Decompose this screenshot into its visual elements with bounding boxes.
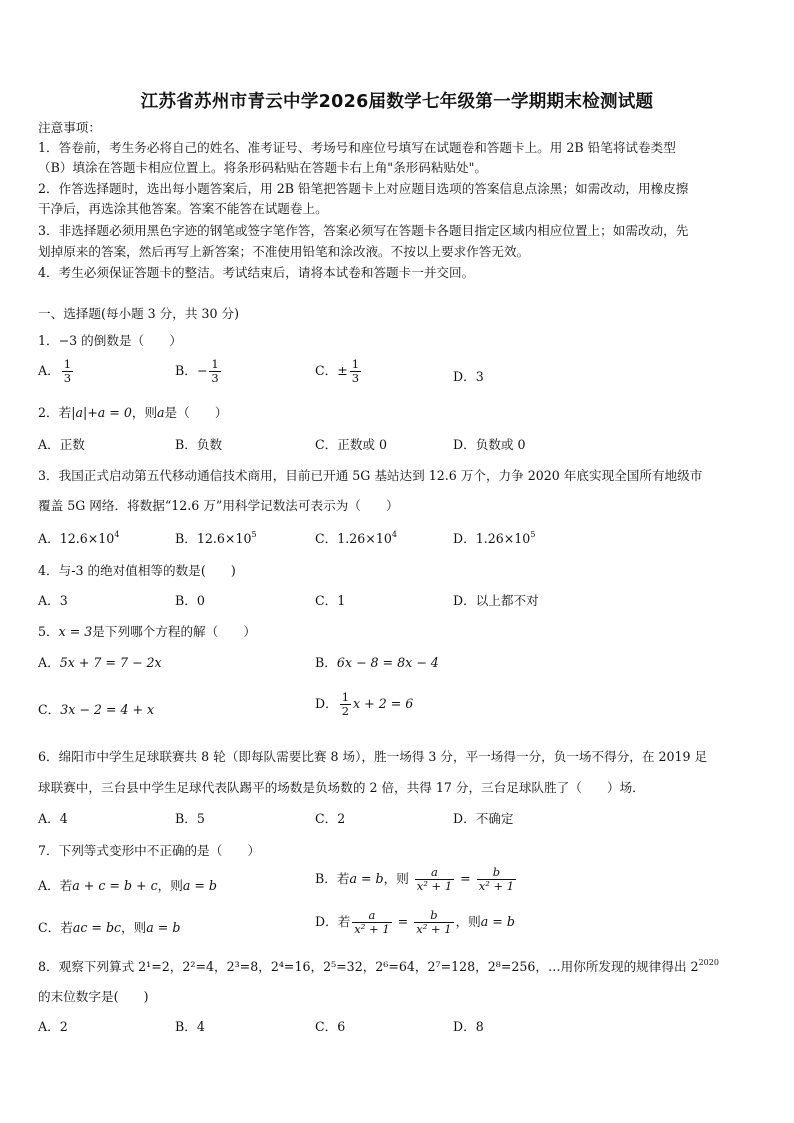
q8-option-b: B．4 — [175, 1019, 205, 1034]
notice-heading: 注意事项： — [38, 120, 101, 135]
question-8-line-1: 8．观察下列算式 2¹=2，2²=4，2³=8，2⁴=16，2⁵=32，2⁶=64，2⁷=128，2⁸=256，…用你所发现的规律得出 $2^{2020}$ — [38, 958, 719, 974]
q1-option-c: C．± $\frac{1}{3}$ — [315, 357, 360, 385]
q4-option-b: B．0 — [175, 593, 205, 608]
notice-line-2: （B）填涂在答题卡相应位置上。将条形码粘贴在答题卡右上角"条形码粘贴处"。 — [38, 160, 488, 175]
q2-option-a: A．正数 — [38, 437, 85, 452]
q4-option-c: C．1 — [315, 593, 346, 608]
q5-option-c: C．3x − 2 = 4 + x — [38, 702, 155, 717]
q5-option-a: A．5x + 7 = 7 − 2x — [38, 655, 162, 670]
q2-option-c: C．正数或 0 — [315, 437, 388, 452]
q8-option-a: A．2 — [38, 1019, 68, 1034]
q8-option-d: D．8 — [453, 1019, 484, 1034]
q2-option-b: B．负数 — [175, 437, 223, 452]
section-heading: 一、选择题(每小题 3 分，共 30 分) — [38, 306, 240, 321]
question-2-stem: 2．若|a|+a = 0，则a是（ ） — [38, 405, 228, 420]
q2-option-d: D．负数或 0 — [453, 437, 526, 452]
q5-option-d: D． $\frac{1}{2}$ x + 2 = 6 — [315, 690, 414, 718]
q5-option-b: B．6x − 8 = 8x − 4 — [315, 655, 439, 670]
q3-option-b: B．$12.6\times 10^5$ — [175, 530, 257, 546]
q1-option-a: A． $\frac{1}{3}$ — [38, 357, 72, 385]
notice-line-1: 1．答卷前，考生务必将自己的姓名、准考证号、考场号和座位号填写在试题卷和答题卡上。用 2B 铅笔将试卷类型 — [38, 140, 676, 155]
q1-option-d: D．3 — [453, 369, 484, 384]
notice-line-7: 4．考生必须保证答题卡的整洁。考试结束后，请将本试卷和答题卡一并交回。 — [38, 265, 475, 280]
question-3-line-2: 覆盖 5G 网络．将数据“12.6 万”用科学记数法可表示为（ ） — [38, 498, 399, 513]
q4-option-a: A．3 — [38, 593, 68, 608]
notice-line-3: 2．作答选择题时，选出每小题答案后，用 2B 铅笔把答题卡上对应题目选项的答案信息点涂黑；如需改动，用橡皮擦 — [38, 181, 689, 196]
q7-option-a: A．若a + c = b + c，则a = b — [38, 878, 217, 893]
question-1-stem: 1．−3 的倒数是（ ） — [38, 333, 182, 348]
q7-option-d: D．若 $\frac{a}{\text{x² + 1}}$ = $\frac{b}{\text{x² + 1}}$ ，则a = b — [315, 908, 515, 936]
page-title: 江苏省苏州市青云中学2026届数学七年级第一学期期末检测试题 — [140, 92, 654, 112]
question-8-line-2: 的末位数字是( ) — [38, 989, 149, 1004]
q7-option-b: B．若a = b，则 $\frac{a}{\text{x² + 1}}$ = $\frac{b}{\text{x² + 1}}$ — [315, 865, 515, 893]
q6-option-d: D．不确定 — [453, 811, 514, 826]
q1-option-b: B．− $\frac{1}{3}$ — [175, 357, 219, 385]
q6-option-b: B．5 — [175, 811, 205, 826]
q3-option-d: D．$1.26\times 10^5$ — [453, 530, 536, 546]
q4-option-d: D．以上都不对 — [453, 593, 539, 608]
notice-line-4: 干净后，再选涂其他答案。答案不能答在试题卷上。 — [38, 201, 328, 216]
q6-option-c: C．2 — [315, 811, 346, 826]
question-7-stem: 7．下列等式变形中不正确的是（ ） — [38, 843, 261, 858]
notice-line-6: 划掉原来的答案，然后再写上新答案；不准使用铅笔和涂改液。不按以上要求作答无效。 — [38, 244, 530, 259]
question-3-line-1: 3．我国正式启动第五代移动通信技术商用，目前已开通 5G 基站达到 12.6 万个，力争 2020 年底实现全国所有地级市 — [38, 468, 703, 483]
notice-line-5: 3．非选择题必须用黑色字迹的钢笔或签字笔作答，答案必须写在答题卡各题目指定区域内相应位置上；如需改动，先 — [38, 223, 689, 238]
question-4-stem: 4．与-3 的绝对值相等的数是( ) — [38, 563, 236, 578]
question-6-line-2: 球联赛中，三台县中学生足球代表队踢平的场数是负场数的 2 倍，共得 17 分，三台足球队胜了（ ）场． — [38, 780, 645, 795]
q8-option-c: C．6 — [315, 1019, 346, 1034]
q6-option-a: A．4 — [38, 811, 68, 826]
q3-option-c: C．$1.26\times 10^4$ — [315, 530, 397, 546]
question-5-stem: 5．x = 3是下列哪个方程的解（ ） — [38, 624, 257, 639]
q3-option-a: A．$12.6\times 10^4$ — [38, 530, 120, 546]
q7-option-c: C．若ac = bc，则a = b — [38, 920, 181, 935]
question-6-line-1: 6．绵阳市中学生足球联赛共 8 轮（即每队需要比赛 8 场），胜一场得 3 分，平一场得一分，负一场不得分，在 2019 足 — [38, 749, 708, 764]
